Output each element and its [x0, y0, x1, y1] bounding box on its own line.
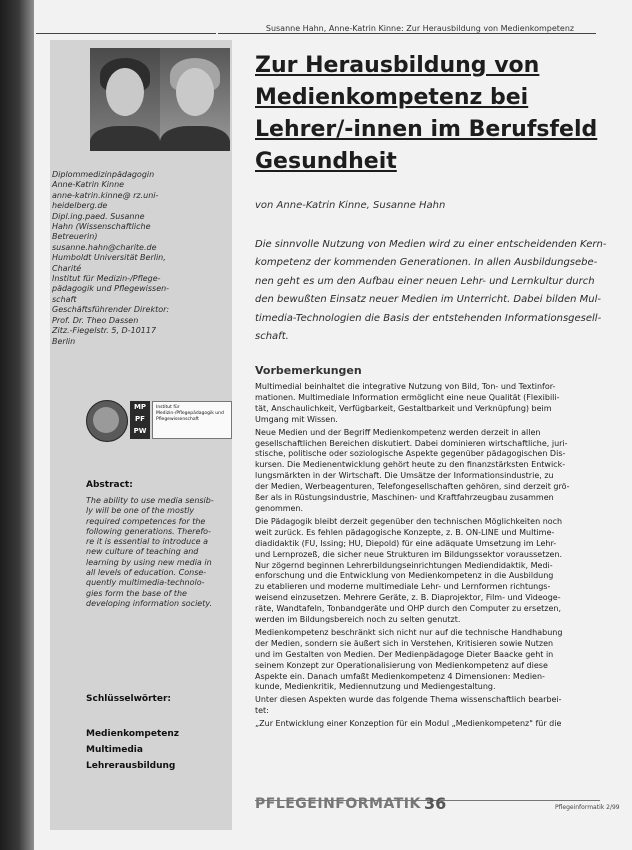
institute-logos	[86, 400, 234, 440]
book-spine-shadow	[0, 0, 34, 850]
section-heading: Vorbemerkungen	[255, 364, 362, 377]
article-lead: Die sinnvolle Nutzung von Medien wird zu einer entscheidenden Kern- kompetenz der kommenden Generationen. In allen Ausbildungsebe- nen geht es um den Aufbau einer neuen Lehr- und Lernkultur durch den bewußten Einsatz neuer Medien im Unterricht. Dabei bilden Mul- timedia-Technologien die Basis der entstehenden Informationsgesell- schaft.	[255, 239, 607, 343]
institute-logo-text: Institut für Medizin-/Pflegepädagogik und Pflegewissenschaft	[152, 401, 232, 439]
photo-shoulders	[90, 126, 160, 151]
abstract-heading: Abstract:	[86, 480, 133, 490]
author-contact-info: Diplommedizinpädagogin Anne-Katrin Kinne anne-katrin.kinne@ rz.uni- heidelberg.de Dipl.ing.paed. Susanne Hahn (Wissenschaftliche Betreuerin) susanne.hahn@charite.de Humboldt Universität Berlin, Charité Institut für Medizin-/Pflege- pädagogik und Pflegewissen- schaft Geschäftsführender Direktor: Prof. Dr. Theo Dassen Zitz.-Fiegelstr. 5, D-10117 Berlin	[52, 170, 170, 346]
photo-face	[176, 68, 214, 116]
body-paragraph: „Zur Entwicklung einer Konzeption für ein Modul „Medienkompetenz" für die	[255, 719, 562, 729]
mpfw-logo: MP PF PW	[130, 401, 150, 439]
article-byline: von Anne-Katrin Kinne, Susanne Hahn	[255, 200, 446, 211]
keyword-item: Multimedia	[86, 745, 143, 755]
author-photos	[90, 48, 230, 151]
article-title: Zur Herausbildung von Medienkompetenz bei Lehrer/-innen im Berufsfeld Gesundheit	[255, 53, 598, 174]
page-number: 36	[424, 794, 447, 813]
abstract-text: The ability to use media sensib- ly will be one of the mostly required competences for the following generations. Therefo- re it is essential to introduce a new culture of teaching and learning by using new media in all levels of education. Conse- quently multimedia-technolo- gies form the base of the developing information society.	[86, 496, 214, 608]
body-paragraph: Unter diesen Aspekten wurde das folgende Thema wissenschaftlich bearbei- tet:	[255, 695, 562, 716]
university-seal-icon	[86, 400, 128, 442]
journal-name: PFLEGEINFORMATIK	[255, 796, 421, 812]
keywords-heading: Schlüsselwörter:	[86, 694, 171, 704]
article-body	[255, 382, 623, 732]
header-rule-right	[218, 33, 596, 34]
body-paragraph: Neue Medien und der Begriff Medienkompetenz werden derzeit in allen gesellschaftlichen Bereichen diskutiert. Dabei dominieren wirtschaftliche, juri- stische, politische oder soziologische Aspekte gegenüber pädagogischen Dis- kursen. Die Medienentwicklung gehört heute zu den finanzstärksten Entwick- lungsmärkten in der Wirtschaft. Die Umsätze der Informationsindustrie, zu der Medien, Werbeagenturen, Telefongesellschaften gehören, sind derzeit grö- ßer als in Rüstungsindustrie, Maschinen- und Kraftfahrzeugbau zusammen genommen.	[255, 427, 570, 513]
header-rule-left	[36, 33, 216, 34]
keywords-list	[86, 726, 179, 774]
author-photo-kinne	[90, 48, 160, 151]
seal-inner	[93, 407, 119, 433]
running-head: Susanne Hahn, Anne-Katrin Kinne: Zur Herausbildung von Medienkompetenz	[265, 24, 575, 33]
photo-shoulders	[160, 126, 230, 151]
keyword-item: Lehrerausbildung	[86, 761, 176, 771]
body-paragraph: Multimedial beinhaltet die integrative Nutzung von Bild, Ton- und Textinfor- mationen. Multimediale Information ermöglicht eine neue Qualität (Flexibili- tät, Anschaulichkeit, Verfügbarkeit, Gestaltbarkeit und Verknüpfung) beim Umgang mit Wissen.	[255, 382, 560, 424]
body-paragraph: Die Pädagogik bleibt derzeit gegenüber den technischen Möglichkeiten noch weit zurück. Es fehlen pädagogische Konzepte, z. B. ON-LINE und Multime- diadidaktik (FU, Issing; HU, Diepold) für eine adäquate Umsetzung im Lehr- und Lernprozeß, die sicher neue Strukturen im Bildungssektor voraussetzen. Nur zögernd beginnen Lehrerbildungseinrichtungen Mediendidaktik, Medi- enforschung und die Entwicklung von Medienkompetenz in die Ausbildung zu etablieren und moderne multimediale Lehr- und Lernformen richtungs- weisend einzusetzen. Mehrere Geräte, z. B. Diaprojektor, Film- und Videoge- räte, Wandtafeln, Tonbandgeräte und OHP durch den Computer zu ersetzen, werden im Bildungsbereich noch zu selten genutzt.	[255, 516, 563, 625]
photo-face	[106, 68, 144, 116]
issue-label: Pflegeinformatik 2/99	[555, 804, 620, 811]
author-photo-hahn	[160, 48, 230, 151]
keyword-item: Medienkompetenz	[86, 729, 180, 739]
body-paragraph: Medienkompetenz beschränkt sich nicht nur auf die technische Handhabung der Medien, sondern sie äußert sich in Verstehen, Kritisieren sowie Nutzen und im Gestalten von Medien. Der Medienpädagoge Dieter Baacke geht in seinem Konzept zur Operationalisierung von Medienkompetenz auf diese Aspekte ein. Danach umfaßt Medienkompetenz 4 Dimensionen: Medien- kunde, Medienkritik, Mediennutzung und Mediengestaltung.	[255, 627, 563, 692]
